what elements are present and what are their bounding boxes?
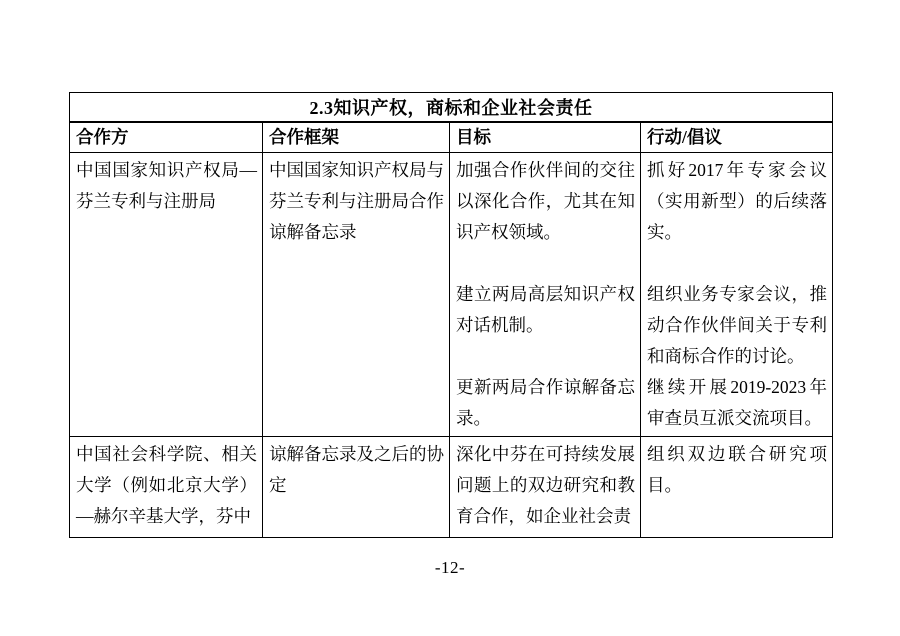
cell-paragraph: 继续开展2019-2023年审查员互派交流项目。 [647,377,827,428]
cell-partner [70,153,263,437]
table-row [70,437,832,537]
column-header-partner: 合作方 [70,123,263,153]
cell-paragraph: 深化中芬在可持续发展问题上的双边研究和教育合作，如企业社会责 [456,444,635,526]
cell-paragraph: 中国国家知识产权局与芬兰专利与注册局合作谅解备忘录 [269,160,444,242]
cell-paragraph-blank [456,341,635,372]
column-header-actions: 行动/倡议 [641,123,832,153]
cell-partner [70,437,263,537]
cooperation-table [69,92,833,538]
cell-goals [450,437,641,537]
cell-paragraph: 中国国家知识产权局—芬兰专利与注册局 [76,160,257,211]
cell-framework [263,153,450,437]
cell-actions [641,153,832,437]
cell-actions [641,437,832,537]
cell-paragraph-blank [456,248,635,279]
cell-paragraph: 组织双边联合研究项目。 [647,444,827,495]
cell-paragraph: 更新两局合作谅解备忘录。 [456,377,635,428]
cell-paragraph: 加强合作伙伴间的交往以深化合作，尤其在知识产权领域。 [456,160,635,242]
cell-goals [450,153,641,437]
table-title: 2.3知识产权，商标和企业社会责任 [70,93,832,123]
column-header-goals: 目标 [450,123,641,153]
cell-paragraph: 建立两局高层知识产权对话机制。 [456,284,635,335]
column-header-framework: 合作框架 [263,123,450,153]
cell-paragraph: 抓好2017年专家会议（实用新型）的后续落实。 [647,160,827,242]
cell-paragraph-blank [647,248,827,279]
table-header-row [70,123,832,153]
table-row [70,153,832,437]
cell-paragraph: 中国社会科学院、相关大学（例如北京大学）—赫尔辛基大学，芬中 [76,444,257,526]
page-number: -12- [434,558,466,577]
cell-paragraph: 谅解备忘录及之后的协定 [269,444,444,495]
cell-framework [263,437,450,537]
cell-paragraph: 组织业务专家会议，推动合作伙伴间关于专利和商标合作的讨论。 [647,284,827,366]
